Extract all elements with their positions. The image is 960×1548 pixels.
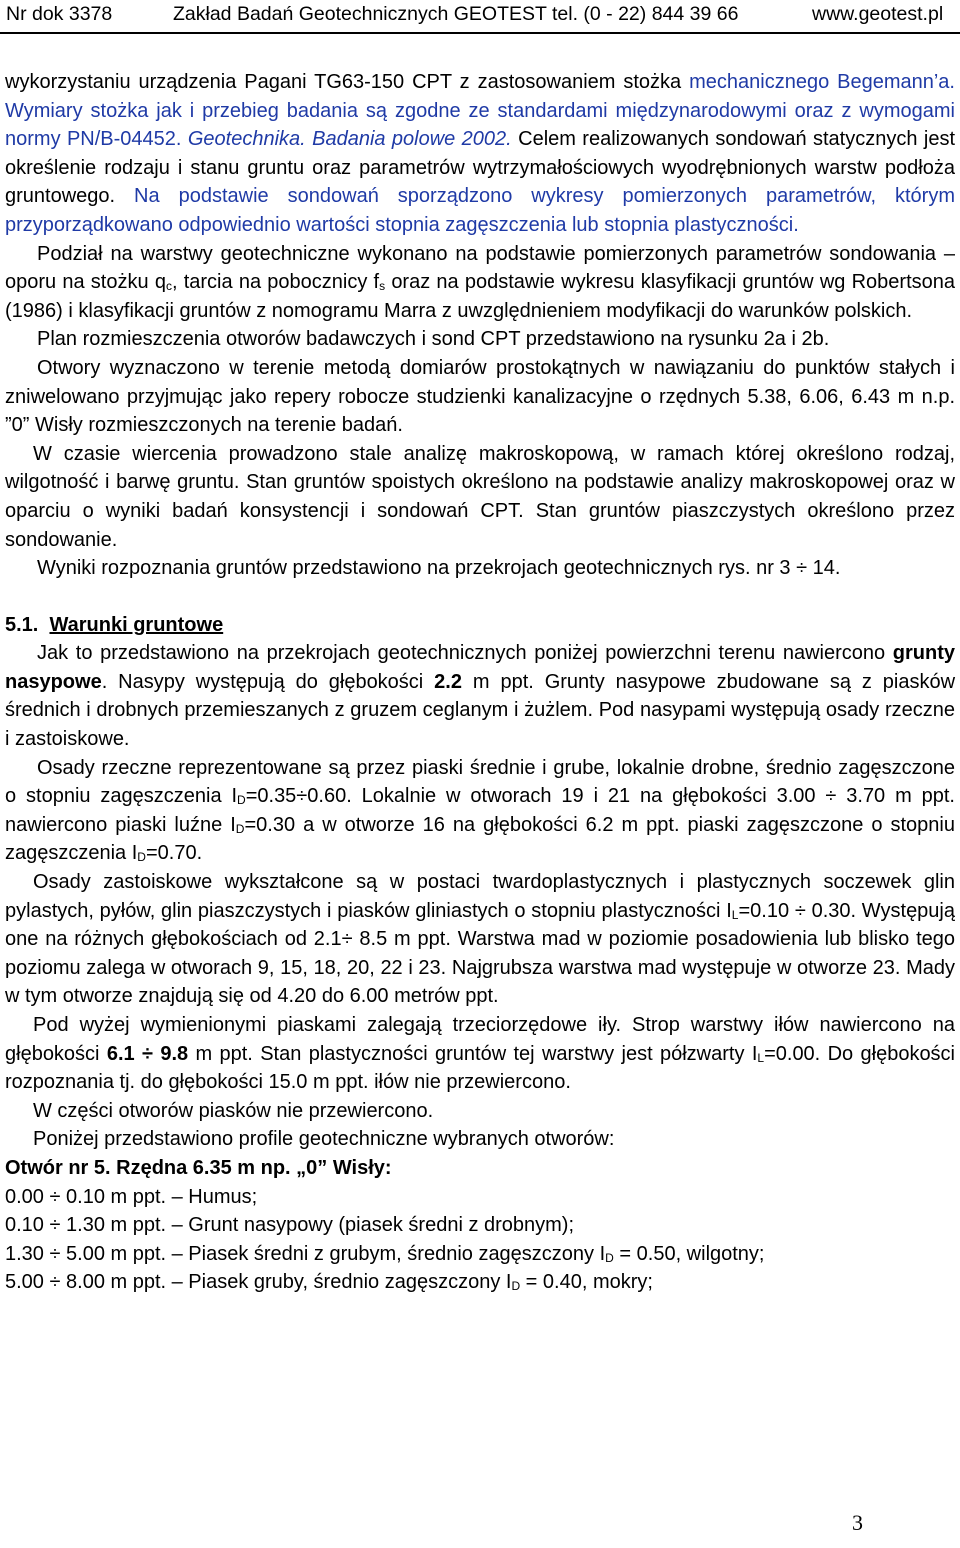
- subscript: D: [511, 1279, 521, 1294]
- section-number: 5.1.: [5, 613, 39, 636]
- profile-text: 5.00 ÷ 8.00 m ppt. – Piasek gruby, średnio zagęszczony I: [5, 1271, 512, 1294]
- company-website: www.geotest.pl: [812, 3, 944, 25]
- text-run: =0.10 ÷ 0.30. Występują one na różnych głębokościach od 2.1÷ 8.5 m ppt. Warstwa mad w poziomie posadowienia lub blisko tego poziomu zalega w otworach 9, 15, 18, 20, 22 i 23. Najgrubsza warstwa mad występuje w otworze 23. Mady w tym otworze znajdują się od 4.20 do 6.00 metrów ppt.: [5, 899, 955, 1008]
- profile-row: [5, 1240, 955, 1269]
- intro-paragraph-1: [5, 68, 955, 240]
- subscript: D: [605, 1250, 614, 1265]
- text-run: oraz na podstawie wykresu klasyfikacji gruntów wg Robertsona (1986) i klasyfikacji gruntów z nomogramu Marra z uwzględnieniem modyfikacji do warunków polskich.: [5, 271, 955, 322]
- bold-term: grunty nasypowe: [5, 642, 955, 693]
- profile-title: Otwór nr 5. Rzędna 6.35 m np. „0” Wisły:: [5, 1156, 392, 1179]
- page-number: 3: [852, 1510, 863, 1535]
- section-heading: [5, 611, 955, 640]
- citation: Geotechnika. Badania polowe 2002.: [187, 128, 512, 151]
- header-divider: [0, 32, 960, 34]
- profile-text: 0.10 ÷ 1.30 m ppt. – Grunt nasypowy (piasek średni z drobnym);: [5, 1214, 575, 1237]
- subscript: s: [379, 279, 386, 294]
- section-paragraph-2: [5, 754, 955, 868]
- text-run: Pod wyżej wymienionymi piaskami zalegają trzeciorzędowe iły. Strop warstwy iłów nawiercono na głębokości: [5, 1014, 955, 1065]
- intro-paragraph-4: Otwory wyznaczono w terenie metodą domiarów prostokątnych w nawiązaniu do punktów stałych i zniwelowano przyjmując jako repery robocze studzienki kanalizacyjne o rzędnych 5.38, 6.06, 6.43 m n.p. ”0” Wisły rozmieszczonych na terenie badań.: [5, 356, 955, 437]
- document-body: [5, 68, 955, 1297]
- subscript: L: [757, 1050, 765, 1065]
- bold-term: 6.1 ÷ 9.8: [106, 1042, 189, 1065]
- subscript: L: [731, 907, 739, 922]
- profile-text: 1.30 ÷ 5.00 m ppt. – Piasek średni z grubym, średnio zagęszczony I: [5, 1242, 606, 1265]
- intro-text-2: Celem realizowanych sondowań statycznych jest określenie rodzaju i stanu gruntu oraz parametrów wytrzymałościowych wyodrębnionych warstw podłoża gruntowego.: [5, 128, 955, 208]
- subscript: D: [235, 821, 245, 836]
- text-run: Podział na warstwy geotechniczne wykonano na podstawie pomierzonych parametrów sondowania – oporu na stożku q: [5, 242, 955, 294]
- subscript: D: [137, 850, 146, 865]
- intro-text-3: Na podstawie sondowań sporządzono wykresy pomierzonych parametrów, którym przyporządkowano odpowiednio wartości stopnia zagęszczenia lub stopnia plastyczności.: [5, 185, 955, 236]
- text-run: =0.70.: [145, 842, 203, 865]
- text-run: Osady zastoiskowe wykształcone są w postaci twardoplastycznych i plastycznych soczewek glin pylastych, pyłów, glin piaszczystych i piasków gliniastych o stopniu plastyczności I: [5, 871, 955, 922]
- section-title: Warunki gruntowe: [49, 613, 224, 636]
- profile-text-tail: = 0.40, mokry;: [520, 1271, 653, 1294]
- text-run: =0.30 a w otworze 16 na głębokości 6.2 m ppt. piaski zagęszczone o stopniu zagęszczenia I: [5, 813, 955, 865]
- page-header: [0, 0, 960, 30]
- subscript: c: [165, 279, 172, 294]
- section-paragraph-5: W części otworów piasków nie przewiercono.: [33, 1099, 434, 1122]
- spacer: [5, 583, 955, 611]
- text-run: Jak to przedstawiono na przekrojach geotechnicznych poniżej powierzchni terenu nawiercono: [37, 642, 893, 665]
- intro-paragraph-5: W czasie wiercenia prowadzono stale analizę makroskopową, w ramach której określono rodzaj, wilgotność i barwę gruntu. Stan gruntów spoistych określono na podstawie analizy makroskopowej oraz w oparciu o wyniki badań konsystencji i sondowań CPT. Stan gruntów piaszczystych określono przez sondowanie.: [5, 442, 955, 551]
- section-paragraph-1: [5, 639, 955, 753]
- text-run: =0.00. Do głębokości rozpoznania tj. do głębokości 15.0 m ppt. iłów nie przewiercono.: [5, 1042, 956, 1094]
- text-run: m ppt. Stan plastyczności gruntów tej warstwy jest półzwarty I: [188, 1042, 758, 1065]
- norm-reference: mechanicznego Begemann’a. Wymiary stożka jak i przebieg badania są zgodne ze standardami międzynarodowymi oraz z wymogami normy PN/B-04452.: [5, 71, 955, 151]
- section-paragraph-3: [5, 868, 955, 1011]
- company-info: Zakład Badań Geotechnicznych GEOTEST tel. (0 - 22) 844 39 66: [173, 3, 739, 25]
- intro-paragraph-3: Plan rozmieszczenia otworów badawczych i sond CPT przedstawiono na rysunku 2a i 2b.: [37, 328, 830, 351]
- text-run: Osady rzeczne reprezentowane są przez piaski średnie i grube, lokalnie drobne, średnio zagęszczone o stopniu zagęszczenia I: [5, 756, 955, 808]
- text-run: =0.35÷0.60. Lokalnie w otworach 19 i 21 na głębokości 3.00 ÷ 3.70 m ppt. nawiercono piaski luźne I: [5, 785, 955, 836]
- text-run: , tarcia na pobocznicy f: [171, 271, 380, 294]
- text-run: m ppt. Grunty nasypowe zbudowane są z piasków średnich i drobnych przemieszanych z gruzem ceglanym i żużlem. Pod nasypami występują osady rzeczne i zastoiskowe.: [5, 670, 956, 751]
- profile-row: [5, 1211, 955, 1240]
- profile-text: 0.00 ÷ 0.10 m ppt. – Humus;: [5, 1185, 258, 1208]
- profile-list: [5, 1183, 955, 1297]
- section-paragraph-4: [5, 1011, 955, 1097]
- profile-row: [5, 1268, 955, 1297]
- intro-text: wykorzystaniu urządzenia Pagani TG63-150 CPT z zastosowaniem stożka: [5, 71, 682, 93]
- section-paragraph-6: Poniżej przedstawiono profile geotechniczne wybranych otworów:: [33, 1128, 615, 1151]
- profile-text-tail: = 0.50, wilgotny;: [613, 1242, 765, 1265]
- profile-row: [5, 1183, 955, 1212]
- text-run: . Nasypy występują do głębokości: [101, 670, 435, 693]
- bold-term: 2.2: [434, 670, 462, 693]
- intro-paragraph-6: Wyniki rozpoznania gruntów przedstawiono na przekrojach geotechnicznych rys. nr 3 ÷ 14.: [37, 557, 841, 580]
- intro-paragraph-2: [5, 240, 955, 326]
- document-number: Nr dok 3378: [6, 3, 113, 25]
- subscript: D: [237, 793, 246, 808]
